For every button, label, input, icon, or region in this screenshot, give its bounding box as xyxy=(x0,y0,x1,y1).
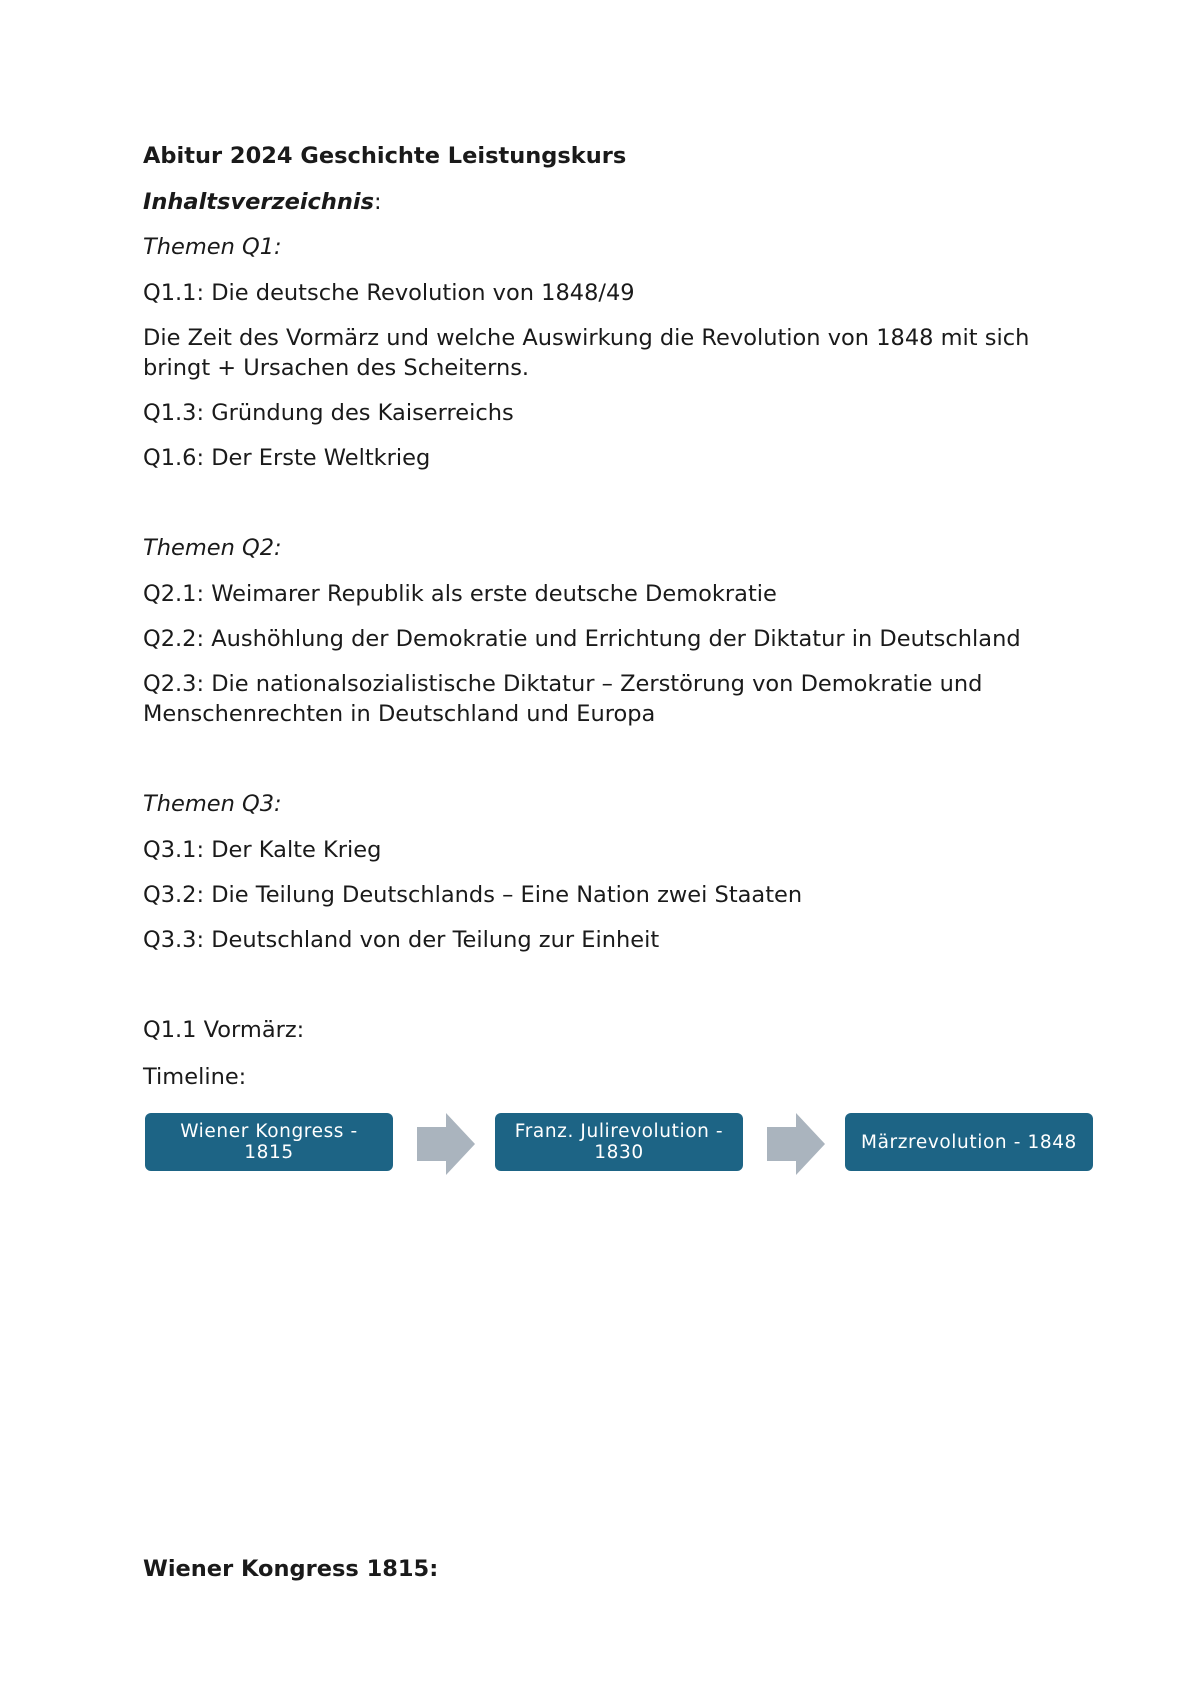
timeline-box-maerzrevolution: Märzrevolution - 1848 xyxy=(845,1113,1093,1171)
timeline-arrow-icon xyxy=(417,1113,475,1175)
q2-item: Q2.2: Aushöhlung der Demokratie und Errichtung der Diktatur in Deutschland xyxy=(143,626,1021,652)
q1-item: Q1.3: Gründung des Kaiserreichs xyxy=(143,400,514,426)
q3-item: Q3.1: Der Kalte Krieg xyxy=(143,837,382,863)
toc-heading-colon: : xyxy=(374,189,382,215)
q1-item: Q1.6: Der Erste Weltkrieg xyxy=(143,445,431,471)
q1-description: Die Zeit des Vormärz und welche Auswirkung die Revolution von 1848 mit sich bringt + Ursachen des Scheiterns. xyxy=(143,325,1030,381)
q2-item: Q2.3: Die nationalsozialistische Diktatur – Zerstörung von Demokratie und Menschenrechten in Deutschland und Europa xyxy=(143,671,983,727)
q3-item: Q3.2: Die Teilung Deutschlands – Eine Nation zwei Staaten xyxy=(143,882,803,908)
q1-item: Q1.1: Die deutsche Revolution von 1848/49 xyxy=(143,280,635,306)
timeline-label: Timeline: xyxy=(143,1064,247,1090)
toc-heading: Inhaltsverzeichnis xyxy=(143,189,375,215)
document-title: Abitur 2024 Geschichte Leistungskurs xyxy=(143,143,627,169)
toc-heading-line xyxy=(143,187,382,217)
q3-item: Q3.3: Deutschland von der Teilung zur Einheit xyxy=(143,927,660,953)
section-vormaerz: Q1.1 Vormärz: xyxy=(143,1017,305,1043)
q1-heading: Themen Q1: xyxy=(143,234,282,260)
q3-heading: Themen Q3: xyxy=(143,791,282,817)
timeline-arrow-icon xyxy=(767,1113,825,1175)
section-wiener-kongress: Wiener Kongress 1815: xyxy=(143,1556,439,1582)
q2-heading: Themen Q2: xyxy=(143,535,282,561)
timeline-box-julirevolution: Franz. Julirevolution - 1830 xyxy=(495,1113,743,1171)
q2-item: Q2.1: Weimarer Republik als erste deutsche Demokratie xyxy=(143,581,777,607)
timeline-box-wiener-kongress: Wiener Kongress - 1815 xyxy=(145,1113,393,1171)
